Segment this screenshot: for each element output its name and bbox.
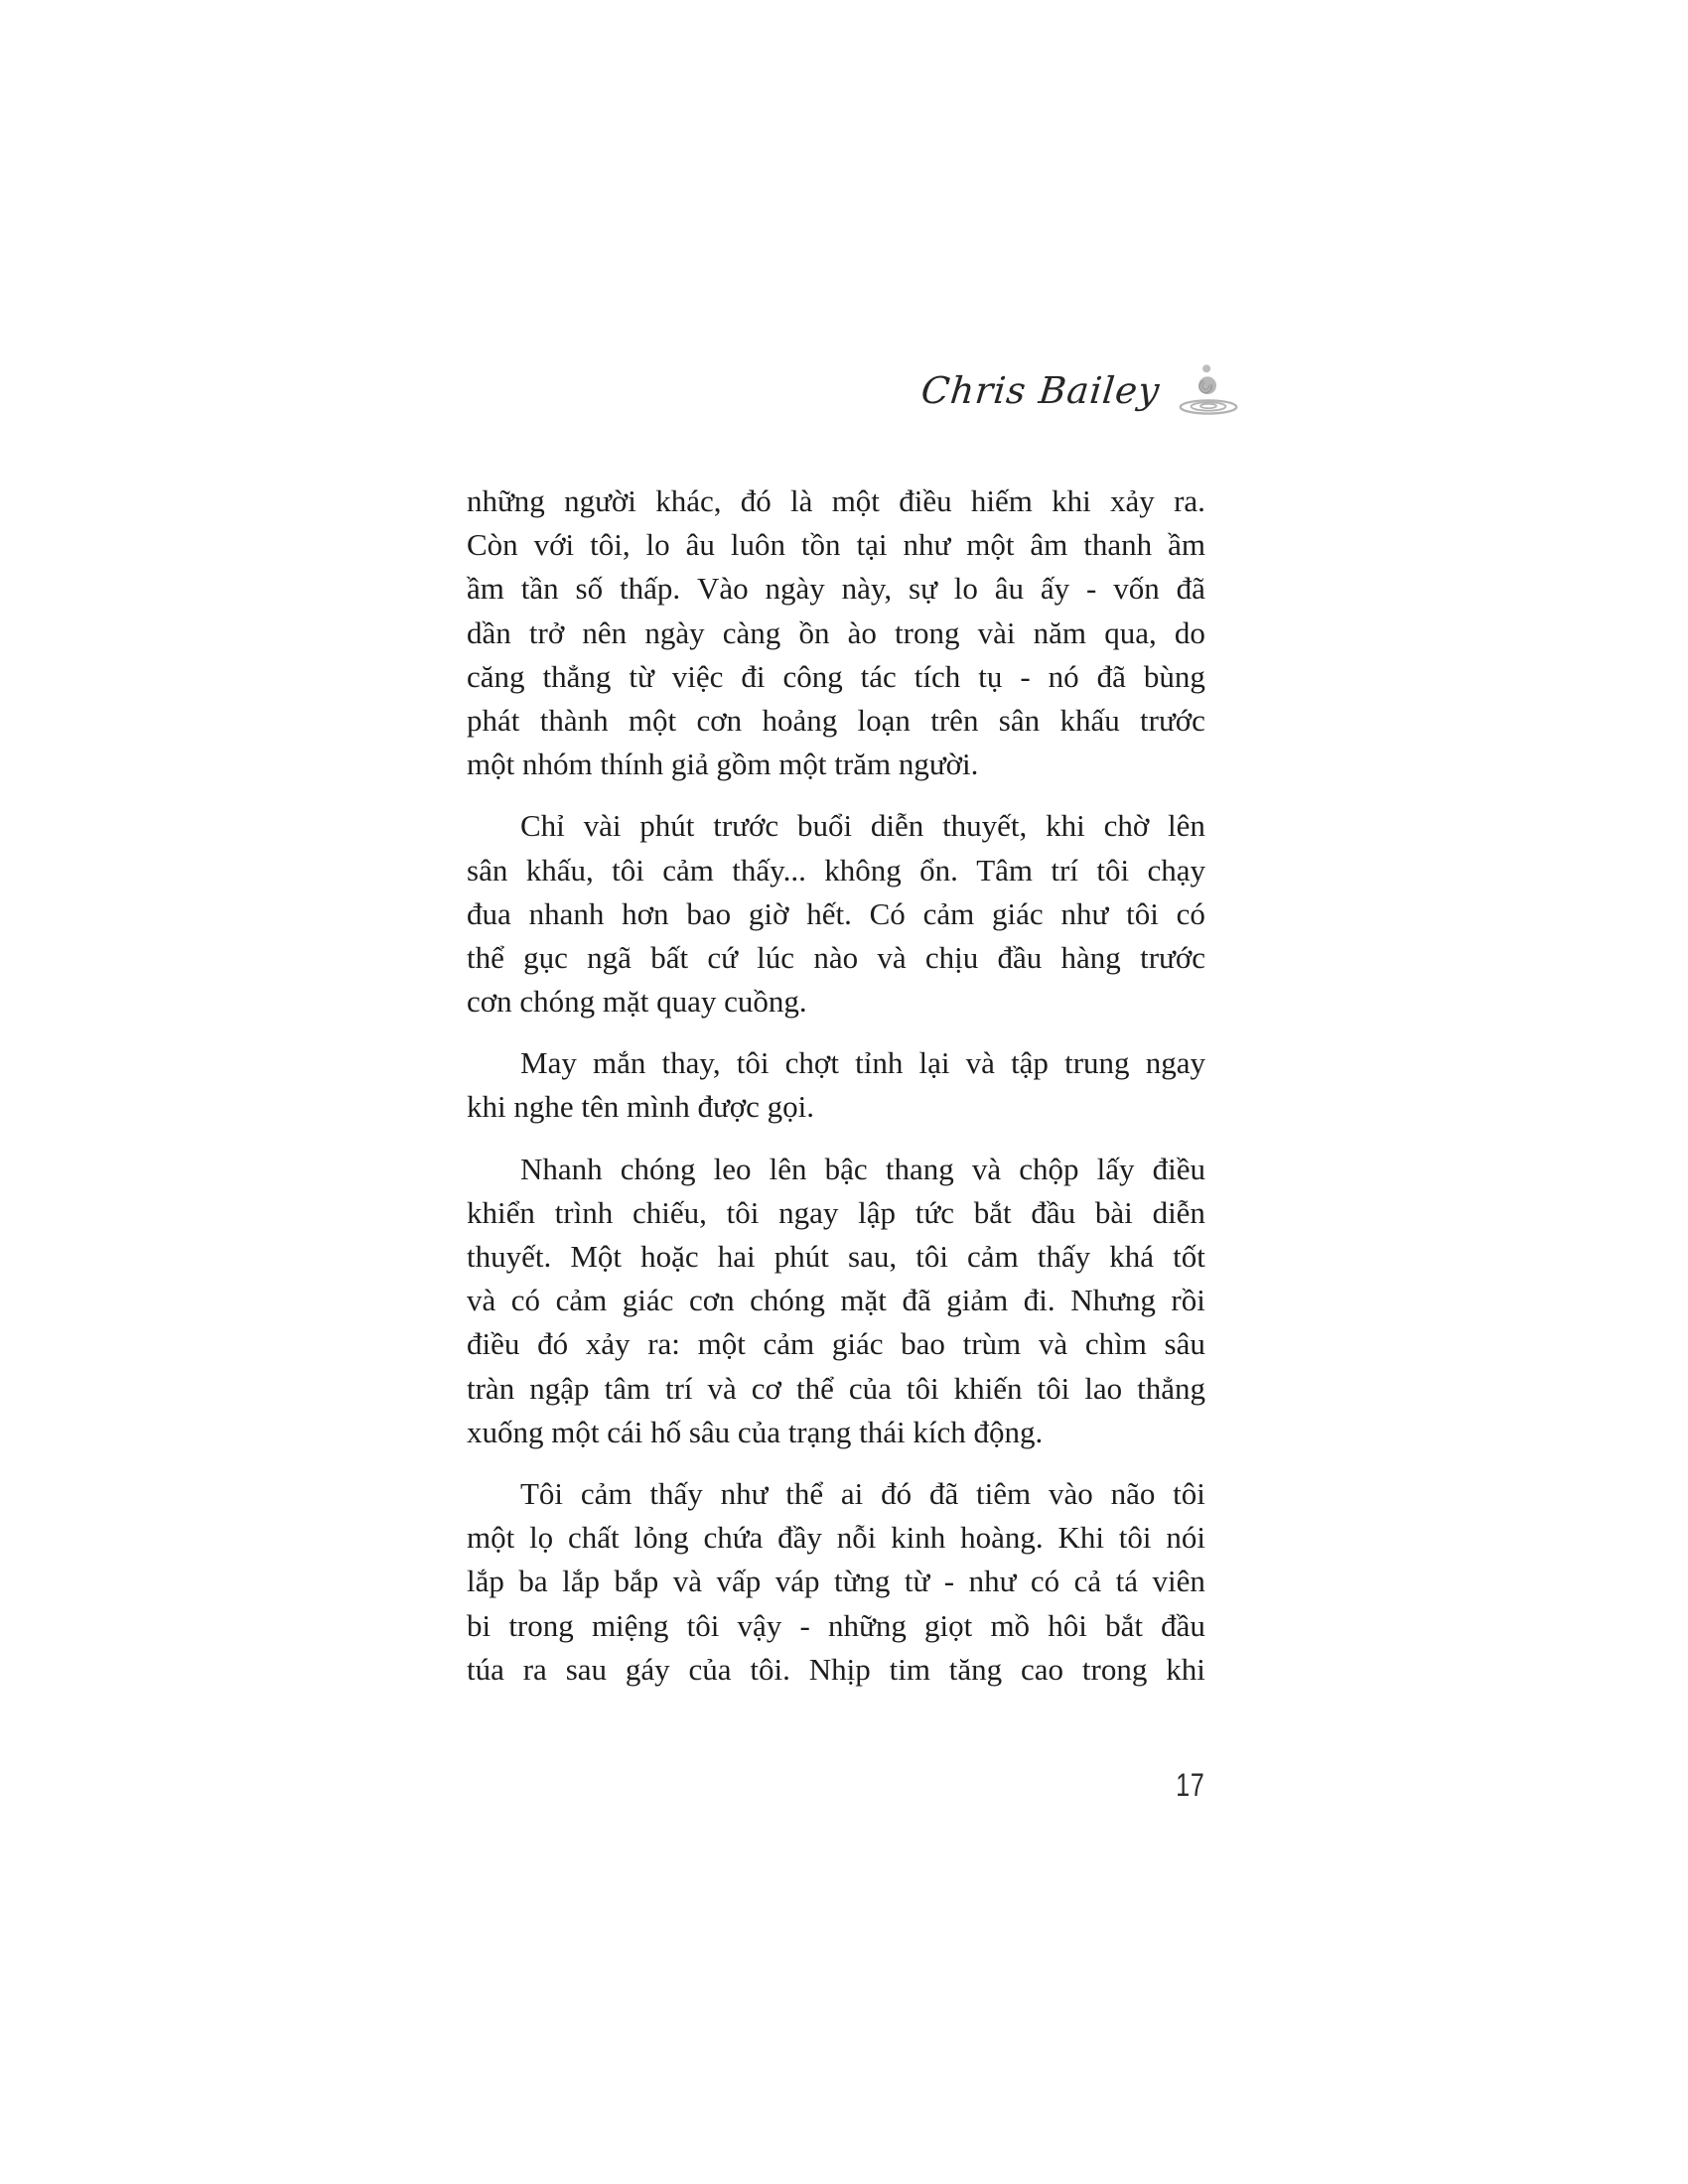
text-line: một nhóm thính giả gồm một trăm người. bbox=[467, 747, 979, 782]
text-line: phát thành một cơn hoảng loạn trên sân khấu trước bbox=[467, 702, 1205, 738]
water-drop-ripple-icon bbox=[1176, 359, 1241, 421]
text-line: những người khác, đó là một điều hiếm khi xảy ra. bbox=[467, 483, 1205, 518]
text-line: khiển trình chiếu, tôi ngay lập tức bắt đầu bài diễn bbox=[467, 1194, 1205, 1230]
text-line: căng thẳng từ việc đi công tác tích tụ - nó đã bùng bbox=[467, 658, 1205, 694]
text-line: tràn ngập tâm trí và cơ thể của tôi khiến tôi lao thẳng bbox=[467, 1370, 1205, 1406]
paragraph bbox=[467, 479, 1205, 786]
text-line: túa ra sau gáy của tôi. Nhịp tim tăng cao trong khi bbox=[467, 1651, 1205, 1687]
page-footer bbox=[467, 1767, 1205, 1804]
text-line: khi nghe tên mình được gọi. bbox=[467, 1089, 815, 1125]
text-line: xuống một cái hố sâu của trạng thái kích động. bbox=[467, 1414, 1044, 1449]
author-signature: Chris Bailey bbox=[918, 368, 1163, 412]
paragraph bbox=[467, 804, 1205, 1024]
text-line: bi trong miệng tôi vậy - những giọt mồ hôi bắt đầu bbox=[467, 1607, 1205, 1643]
text-line: sân khấu, tôi cảm thấy... không ổn. Tâm trí tôi chạy bbox=[467, 852, 1205, 887]
text-line: Chỉ vài phút trước buổi diễn thuyết, khi chờ lên bbox=[520, 808, 1205, 844]
text-line: dần trở nên ngày càng ồn ào trong vài năm qua, do bbox=[467, 614, 1205, 650]
page-number: 17 bbox=[1176, 1767, 1205, 1803]
text-line: điều đó xảy ra: một cảm giác bao trùm và chìm sâu bbox=[467, 1326, 1205, 1362]
text-line: một lọ chất lỏng chứa đầy nỗi kinh hoàng. Khi tôi nói bbox=[467, 1520, 1205, 1556]
text-line: Nhanh chóng leo lên bậc thang và chộp lấy điều bbox=[520, 1151, 1205, 1186]
text-line: cơn chóng mặt quay cuồng. bbox=[467, 984, 807, 1020]
text-line: thuyết. Một hoặc hai phút sau, tôi cảm thấy khá tốt bbox=[467, 1239, 1205, 1274]
text-line: thể gục ngã bất cứ lúc nào và chịu đầu hàng trước bbox=[467, 939, 1205, 975]
text-line: đua nhanh hơn bao giờ hết. Có cảm giác như tôi có bbox=[467, 895, 1205, 931]
text-line: Tôi cảm thấy như thể ai đó đã tiêm vào não tôi bbox=[520, 1475, 1205, 1511]
paragraph bbox=[467, 1472, 1205, 1692]
paragraph bbox=[467, 1041, 1205, 1129]
body-text bbox=[467, 479, 1205, 1692]
text-line: Còn với tôi, lo âu luôn tồn tại như một âm thanh ầm bbox=[467, 527, 1205, 563]
text-line: và có cảm giác cơn chóng mặt đã giảm đi. Nhưng rồi bbox=[467, 1283, 1205, 1318]
paragraph bbox=[467, 1148, 1205, 1454]
text-line: lắp ba lắp bắp và vấp váp từng từ - như có cả tá viên bbox=[467, 1564, 1205, 1599]
page-header bbox=[467, 355, 1241, 425]
text-line: May mắn thay, tôi chợt tỉnh lại và tập trung ngay bbox=[520, 1045, 1205, 1081]
text-line: ầm tần số thấp. Vào ngày này, sự lo âu ấy - vốn đã bbox=[467, 571, 1205, 607]
